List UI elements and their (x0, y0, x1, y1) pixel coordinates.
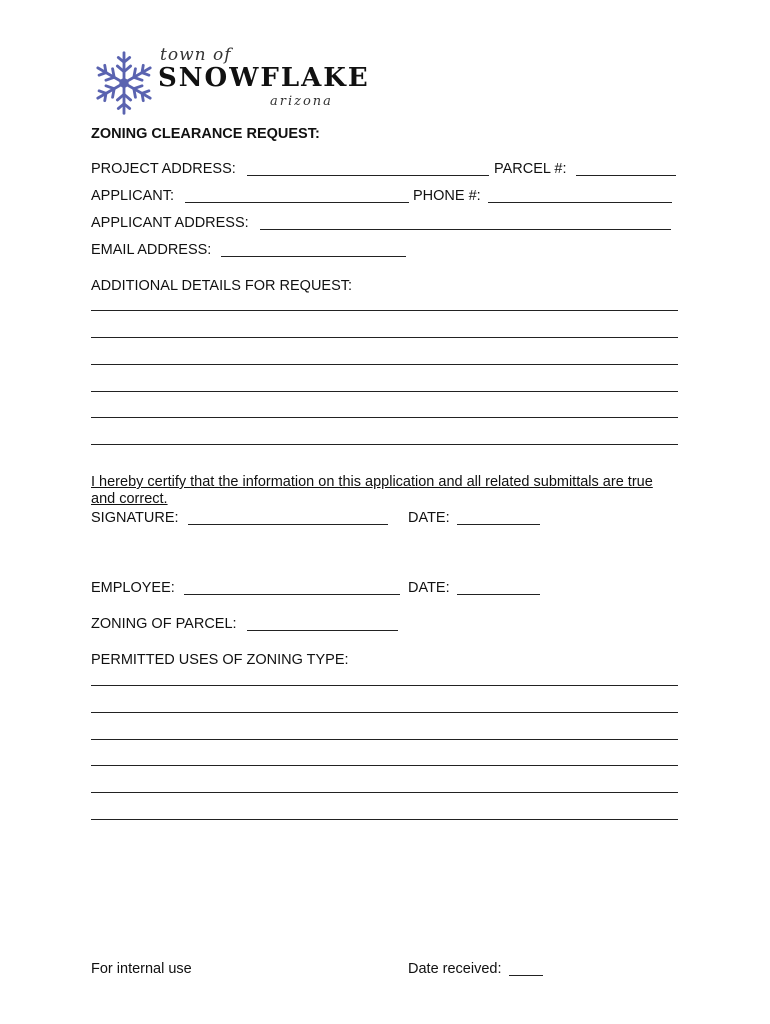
phone-field[interactable] (488, 202, 672, 203)
employee-date-field[interactable] (457, 594, 540, 595)
details-line-4[interactable] (91, 391, 678, 392)
details-line-3[interactable] (91, 364, 678, 365)
employee-date-label: DATE: (408, 580, 450, 596)
employee-label: EMPLOYEE: (91, 580, 175, 596)
permitted-line-5[interactable] (91, 792, 678, 793)
logo-town-of: town of (160, 45, 232, 65)
permitted-line-1[interactable] (91, 685, 678, 686)
employee-field[interactable] (184, 594, 400, 595)
additional-details-label: ADDITIONAL DETAILS FOR REQUEST: (91, 278, 353, 294)
email-label: EMAIL ADDRESS: (91, 242, 212, 258)
permitted-uses-label: PERMITTED USES OF ZONING TYPE: (91, 652, 349, 668)
project-address-label: PROJECT ADDRESS: (91, 161, 236, 177)
zoning-label: ZONING OF PARCEL: (91, 616, 237, 632)
project-address-field[interactable] (247, 175, 489, 176)
phone-label: PHONE #: (413, 188, 481, 204)
details-line-6[interactable] (91, 444, 678, 445)
permitted-line-4[interactable] (91, 765, 678, 766)
certify-line-1: I hereby certify that the information on this application and all related submittals are true (91, 474, 653, 490)
town-logo (88, 45, 370, 121)
internal-use-label: For internal use (91, 961, 192, 977)
applicant-address-field[interactable] (260, 229, 671, 230)
parcel-label: PARCEL #: (494, 161, 567, 177)
date-received-label: Date received: (408, 961, 502, 977)
permitted-line-3[interactable] (91, 739, 678, 740)
logo-name: SNOWFLAKE (158, 63, 370, 93)
applicant-field[interactable] (185, 202, 409, 203)
date-received-field[interactable] (509, 975, 543, 976)
details-line-2[interactable] (91, 337, 678, 338)
permitted-line-6[interactable] (91, 819, 678, 820)
logo-state: arizona (270, 94, 333, 109)
signature-date-field[interactable] (457, 524, 540, 525)
applicant-address-label: APPLICANT ADDRESS: (91, 215, 249, 231)
details-line-5[interactable] (91, 417, 678, 418)
signature-date-label: DATE: (408, 510, 450, 526)
certify-line-2: and correct. (91, 491, 168, 507)
signature-field[interactable] (188, 524, 388, 525)
form-title: ZONING CLEARANCE REQUEST: (91, 126, 320, 142)
zoning-field[interactable] (247, 630, 398, 631)
permitted-line-2[interactable] (91, 712, 678, 713)
applicant-label: APPLICANT: (91, 188, 174, 204)
parcel-field[interactable] (576, 175, 676, 176)
email-field[interactable] (221, 256, 406, 257)
signature-label: SIGNATURE: (91, 510, 179, 526)
details-line-1[interactable] (91, 310, 678, 311)
snowflake-icon (90, 47, 158, 119)
